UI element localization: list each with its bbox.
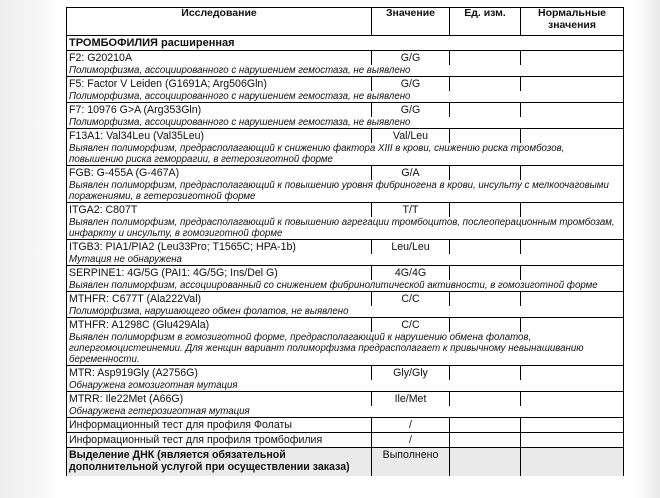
test-row [67,266,624,281]
dna-extraction-row [67,448,624,477]
test-value: C/C [372,292,450,307]
test-note: Полиморфизма, нарушающего обмен фолатов, не выявлено [67,306,624,318]
test-name: SERPINE1: 4G/5G (PAI1: 4G/5G; Ins/Del G) [67,266,372,281]
test-norm [521,292,624,307]
test-norm [521,77,624,92]
info-name: Информационный тест для профиля тромбофилия [67,433,372,448]
test-value: Ile/Met [372,392,450,407]
info-name: Информационный тест для профиля Фолаты [67,418,372,433]
test-value: G/G [372,51,450,66]
test-unit [450,366,521,381]
test-note: Выявлен полиморфизм, предрасполагающий к снижению фактора XIII в крови, снижению риска тромбозов, повышению риска геморрагии, в гетерозиготной форме [67,143,624,166]
test-name: F7: 10976 G>A (Arg353Gln) [67,103,372,118]
test-name: MTHFR: C677T (Ala222Val) [67,292,372,307]
dna-extraction-name: Выделение ДНК (является обязательной дополнительной услугой при осуществлении заказа) [67,448,372,477]
test-row [67,292,624,307]
info-value: / [372,418,450,433]
test-unit [450,77,521,92]
note-row [67,332,624,366]
test-name: ITGB3: PIA1/PIA2 (Leu33Pro; T1565C; HPA-1b) [67,240,372,255]
test-name: MTRR: Ile22Met (A66G) [67,392,372,407]
info-value: / [372,433,450,448]
test-row [67,103,624,118]
test-row [67,392,624,407]
test-unit [450,129,521,144]
test-note: Полиморфизма, ассоциированного с нарушением гемостаза, не выявлено [67,117,624,129]
test-note: Полиморфизма, ассоциированного с нарушением гемостаза, не выявлено [67,91,624,103]
header-norm: Нормальные значения [521,8,624,36]
test-norm [521,366,624,381]
section-row [67,36,624,51]
test-unit [450,203,521,218]
test-value: Gly/Gly [372,366,450,381]
test-note: Мутация не обнаружена [67,254,624,266]
test-norm [521,318,624,333]
info-norm [521,418,624,433]
test-value: Leu/Leu [372,240,450,255]
test-row [67,240,624,255]
test-note: Полиморфизма, ассоциированного с нарушением гемостаза, не выявлено [67,65,624,77]
test-name: ITGA2: C807T [67,203,372,218]
note-row [67,217,624,240]
test-unit [450,392,521,407]
test-norm [521,203,624,218]
test-unit [450,51,521,66]
test-norm [521,166,624,181]
table-header-row [67,8,624,36]
note-row [67,380,624,392]
test-norm [521,129,624,144]
test-row [67,166,624,181]
test-note: Выявлен полиморфизм, предрасполагающий к повышению уровня фибриногена в крови, инсульту с мелкоочаговыми поражениями, в гетерозиготной форме [67,180,624,203]
note-row [67,117,624,129]
test-unit [450,318,521,333]
test-row [67,203,624,218]
section-title: ТРОМБОФИЛИЯ расширенная [67,36,624,51]
test-row [67,77,624,92]
note-row [67,91,624,103]
page-shadow-left [0,0,60,498]
test-row [67,366,624,381]
test-value: T/T [372,203,450,218]
test-unit [450,266,521,281]
dna-extraction-norm [521,448,624,477]
test-value: G/G [372,77,450,92]
test-value: 4G/4G [372,266,450,281]
note-row [67,280,624,292]
page-shadow-right [636,0,660,498]
test-name: MTR: Asp919Gly (A2756G) [67,366,372,381]
test-norm [521,51,624,66]
header-unit: Ед. изм. [450,8,521,36]
test-name: F5: Factor V Leiden (G1691A; Arg506Gln) [67,77,372,92]
test-norm [521,103,624,118]
info-row [67,418,624,433]
test-name: F2: G20210A [67,51,372,66]
test-unit [450,103,521,118]
test-value: G/G [372,103,450,118]
test-value: G/A [372,166,450,181]
test-unit [450,166,521,181]
info-unit [450,418,521,433]
dna-extraction-unit [450,448,521,477]
test-norm [521,266,624,281]
test-value: Val/Leu [372,129,450,144]
test-unit [450,292,521,307]
note-row [67,306,624,318]
note-row [67,180,624,203]
header-value: Значение [372,8,450,36]
test-value: C/C [372,318,450,333]
dna-extraction-value: Выполнено [372,448,450,477]
test-row [67,51,624,66]
test-unit [450,240,521,255]
test-row [67,318,624,333]
note-row [67,254,624,266]
table-body [67,36,624,477]
test-note: Выявлен полиморфизм, ассоциированный со снижением фибринолитической активности, в гомозиготной форме [67,280,624,292]
note-row [67,143,624,166]
note-row [67,406,624,418]
test-norm [521,240,624,255]
results-table [66,7,624,476]
test-name: MTHFR: A1298C (Glu429Ala) [67,318,372,333]
test-name: F13A1: Val34Leu (Val35Leu) [67,129,372,144]
note-row [67,65,624,77]
info-row [67,433,624,448]
test-note: Обнаружена гомозиготная мутация [67,380,624,392]
header-test: Исследование [67,8,372,36]
test-norm [521,392,624,407]
test-name: FGB: G-455A (G-467A) [67,166,372,181]
test-row [67,129,624,144]
test-note: Выявлен полиморфизм, предрасполагающий к повышению агрегации тромбоцитов, послеоперационным тромбозам, инфаркту и инсульту, в гомозиготной форме [67,217,624,240]
info-norm [521,433,624,448]
info-unit [450,433,521,448]
test-note: Обнаружена гетерозиготная мутация [67,406,624,418]
test-note: Выявлен полиморфизм в гомозиготной форме, предрасполагающий к нарушению обмена фолатов, гипергомоцистеинемии. Для женщин вариант полиморфизма предрасполагает к привычному невынашиванию беременности. [67,332,624,366]
